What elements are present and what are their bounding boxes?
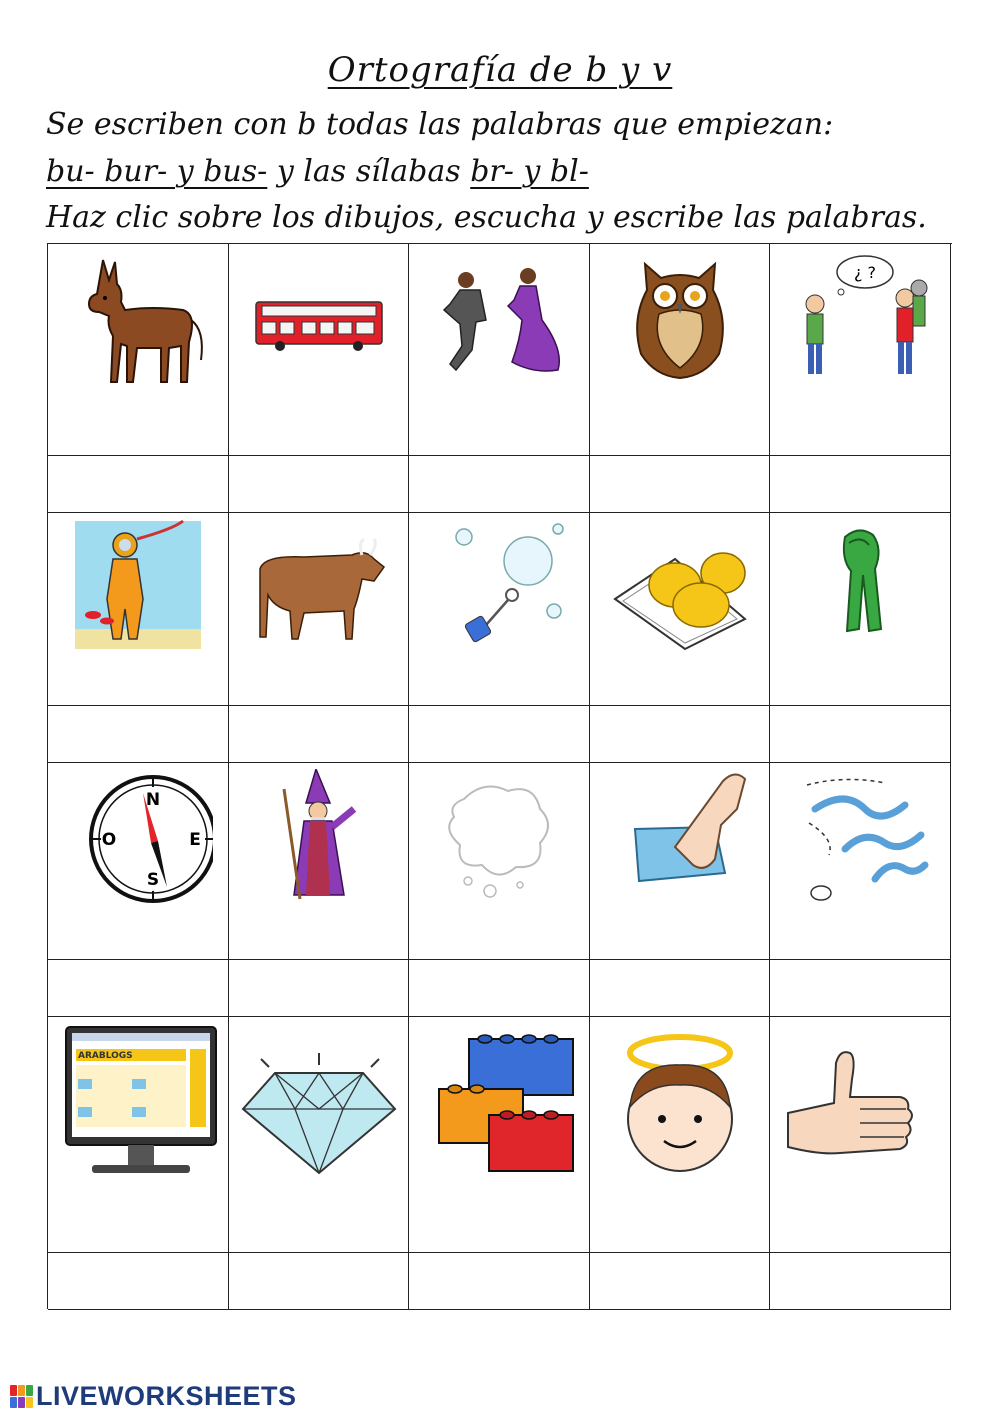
compass-south: S (146, 870, 160, 890)
answer-cell-17[interactable] (229, 1253, 409, 1310)
answer-cell-9[interactable] (590, 706, 770, 763)
picture-cell-compass[interactable] (48, 763, 229, 960)
dancers-icon[interactable] (424, 250, 574, 390)
answer-cell-5[interactable] (770, 456, 951, 513)
buns-tray-icon[interactable] (605, 519, 755, 659)
answer-cell-11[interactable] (48, 960, 229, 1017)
picture-cell-people-asking[interactable] (770, 244, 951, 456)
answer-input-2[interactable] (229, 456, 408, 512)
answer-input-10[interactable] (770, 706, 950, 762)
picture-cell-donkey[interactable] (48, 244, 229, 456)
diamond-icon[interactable] (239, 1023, 399, 1183)
blog-monitor-icon[interactable] (58, 1023, 218, 1183)
worksheet-grid (47, 243, 952, 1309)
picture-cell-bubbles[interactable] (409, 513, 590, 706)
answer-cell-14[interactable] (590, 960, 770, 1017)
instruction-line-2 (46, 154, 589, 189)
picture-cell-diver[interactable] (48, 513, 229, 706)
answer-input-7[interactable] (229, 706, 408, 762)
answer-input-13[interactable] (409, 960, 589, 1016)
thumbs-up-icon[interactable] (780, 1023, 940, 1183)
donkey-icon[interactable] (63, 250, 213, 390)
wind-icon[interactable] (785, 769, 935, 909)
answer-input-3[interactable] (409, 456, 589, 512)
answer-input-4[interactable] (590, 456, 769, 512)
answer-cell-13[interactable] (409, 960, 590, 1017)
answer-input-6[interactable] (48, 706, 228, 762)
speech-bubble-text: ¿ ? (853, 263, 877, 282)
picture-cell-diamond[interactable] (229, 1017, 409, 1253)
answer-cell-4[interactable] (590, 456, 770, 513)
picture-cell-ox[interactable] (229, 513, 409, 706)
picture-cell-wind[interactable] (770, 763, 951, 960)
picture-cell-thumbs-up[interactable] (770, 1017, 951, 1253)
answer-cell-20[interactable] (770, 1253, 951, 1310)
compass-north: N (145, 790, 161, 810)
answer-cell-7[interactable] (229, 706, 409, 763)
answer-cell-15[interactable] (770, 960, 951, 1017)
compass-east: E (189, 830, 201, 850)
brand-logo-icon (10, 1385, 33, 1408)
people-asking-icon[interactable] (785, 250, 935, 390)
picture-cell-dancers[interactable] (409, 244, 590, 456)
picture-cell-blocks[interactable] (409, 1017, 590, 1253)
stain-icon[interactable] (424, 769, 574, 909)
answer-input-1[interactable] (48, 456, 228, 512)
bus-icon[interactable] (244, 250, 394, 390)
prefix-rule: bu- bur- y bus- (46, 154, 268, 189)
picture-cell-buns[interactable] (590, 513, 770, 706)
sponge-icon[interactable] (605, 769, 755, 909)
answer-cell-3[interactable] (409, 456, 590, 513)
answer-input-20[interactable] (770, 1253, 950, 1309)
answer-cell-6[interactable] (48, 706, 229, 763)
picture-cell-owl[interactable] (590, 244, 770, 456)
compass-west: O (101, 830, 117, 850)
answer-cell-12[interactable] (229, 960, 409, 1017)
answer-cell-16[interactable] (48, 1253, 229, 1310)
answer-cell-2[interactable] (229, 456, 409, 513)
angel-face-icon[interactable] (600, 1023, 760, 1183)
answer-input-16[interactable] (48, 1253, 228, 1309)
monitor-heading: ARABLOGS (78, 1051, 133, 1061)
picture-cell-angel[interactable] (590, 1017, 770, 1253)
answer-input-19[interactable] (590, 1253, 769, 1309)
answer-input-8[interactable] (409, 706, 589, 762)
owl-icon[interactable] (605, 250, 755, 390)
instruction-line-3: Haz clic sobre los dibujos, escucha y escribe las palabras. (46, 200, 927, 235)
picture-cell-wizard[interactable] (229, 763, 409, 960)
answer-input-11[interactable] (48, 960, 228, 1016)
bubbles-icon[interactable] (424, 519, 574, 659)
brand-name: LIVEWORKSHEETS (36, 1381, 297, 1411)
answer-input-5[interactable] (770, 456, 950, 512)
picture-cell-sponge[interactable] (590, 763, 770, 960)
diver-icon[interactable] (63, 519, 213, 659)
worksheet-title: Ortografía de b y v (327, 50, 673, 90)
answer-input-15[interactable] (770, 960, 950, 1016)
picture-cell-bus[interactable] (229, 244, 409, 456)
wizard-icon[interactable] (244, 769, 394, 909)
picture-cell-scarf[interactable] (770, 513, 951, 706)
answer-input-18[interactable] (409, 1253, 589, 1309)
scarf-icon[interactable] (785, 519, 935, 659)
answer-input-14[interactable] (590, 960, 769, 1016)
footer-brand[interactable] (10, 1381, 297, 1412)
answer-input-9[interactable] (590, 706, 769, 762)
instruction-connector: y las sílabas (267, 154, 471, 189)
answer-input-17[interactable] (229, 1253, 408, 1309)
answer-cell-19[interactable] (590, 1253, 770, 1310)
answer-cell-8[interactable] (409, 706, 590, 763)
instruction-line-1: Se escriben con b todas las palabras que empiezan: (46, 107, 834, 142)
answer-cell-1[interactable] (48, 456, 229, 513)
answer-input-12[interactable] (229, 960, 408, 1016)
picture-cell-stain[interactable] (409, 763, 590, 960)
ox-icon[interactable] (244, 519, 394, 659)
compass-icon[interactable] (63, 769, 213, 909)
answer-cell-18[interactable] (409, 1253, 590, 1310)
answer-cell-10[interactable] (770, 706, 951, 763)
blocks-icon[interactable] (419, 1023, 579, 1183)
picture-cell-blog[interactable] (48, 1017, 229, 1253)
syllable-rule: br- y bl- (470, 154, 589, 189)
